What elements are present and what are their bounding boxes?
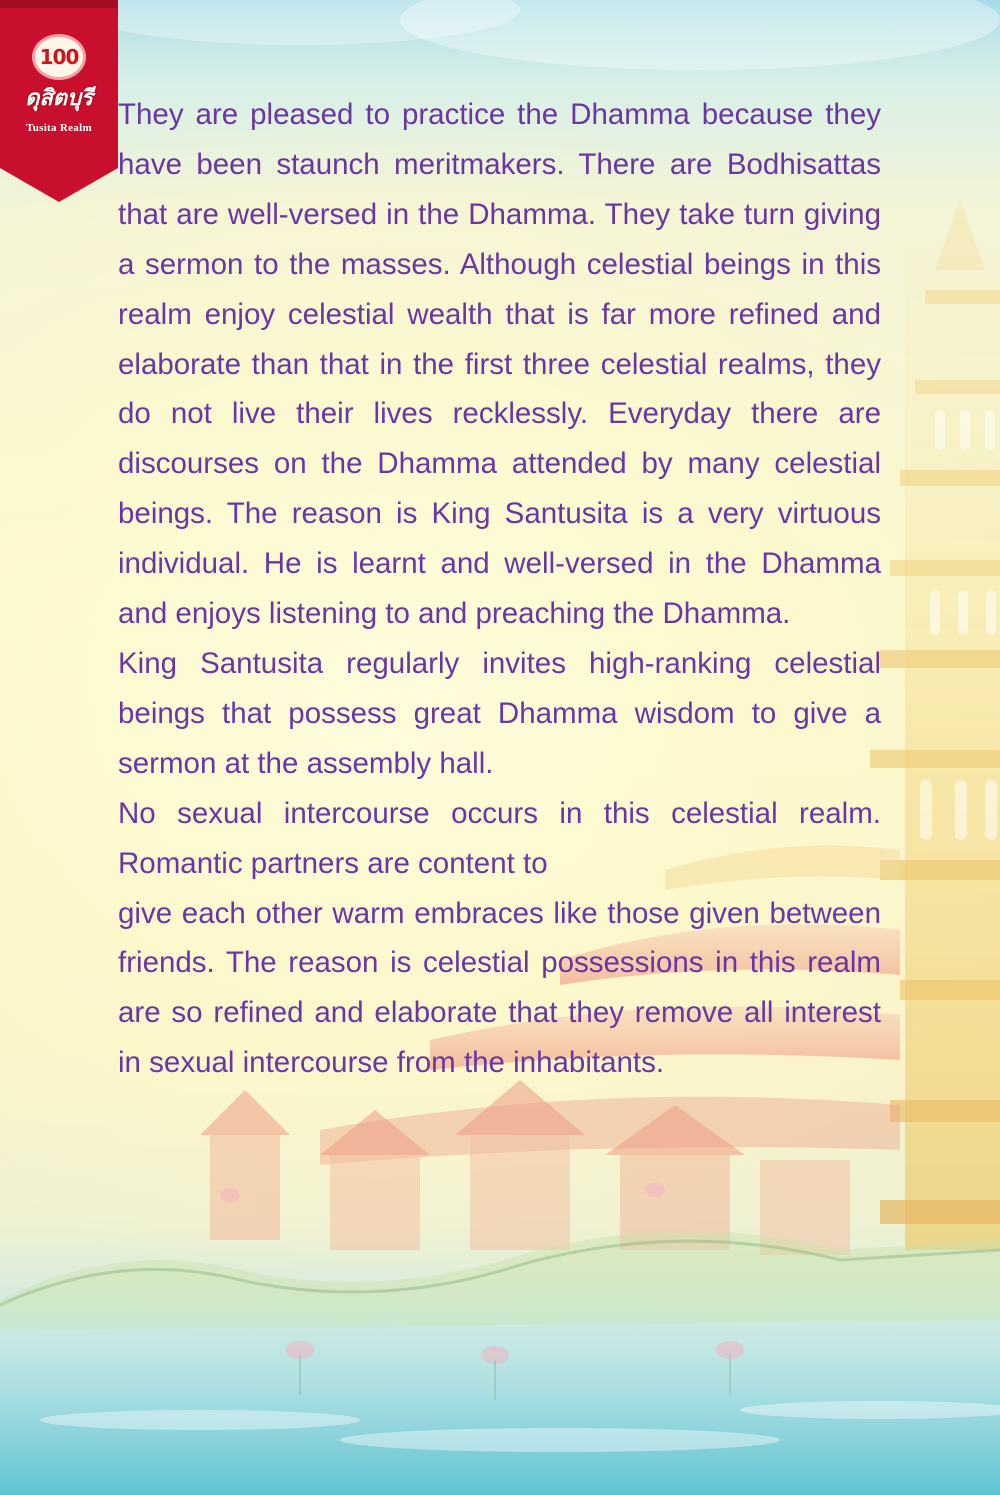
- paragraph-3: No sexual intercourse occurs in this celestial realm. Romantic partners are content to: [118, 796, 881, 880]
- badge-number: 100: [32, 34, 86, 80]
- badge-thai-title: ดุสิตบุรี: [25, 85, 93, 111]
- paragraph-2: King Santusita regularly invites high-ranking celestial beings that possess great Dhamma wisdom to give a sermon at the assembly hall.: [118, 646, 881, 780]
- paragraph-4: give each other warm embraces like those given between friends. The reason is celestial possessions in this realm are so refined and elaborate that they remove all interest in sexual intercourse from the inhabitants.: [118, 896, 881, 1080]
- chapter-badge: [0, 0, 118, 202]
- paragraph-1: They are pleased to practice the Dhamma because they have been staunch meritmakers. There are Bodhisattas that are well-versed in the Dhamma. They take turn giving a sermon to the masses. Although celestial beings in this realm enjoy celestial wealth that is far more refined and elaborate than that in the first three celestial realms, they do not live their lives recklessly. Everyday there are discourses on the Dhamma attended by many celestial beings. The reason is King Santusita is a very virtuous individual. He is learnt and well-versed in the Dhamma and enjoys listening to and preaching the Dhamma.: [118, 98, 881, 631]
- body-text: [118, 90, 881, 1088]
- badge-english-title: Tusita Realm: [26, 122, 92, 134]
